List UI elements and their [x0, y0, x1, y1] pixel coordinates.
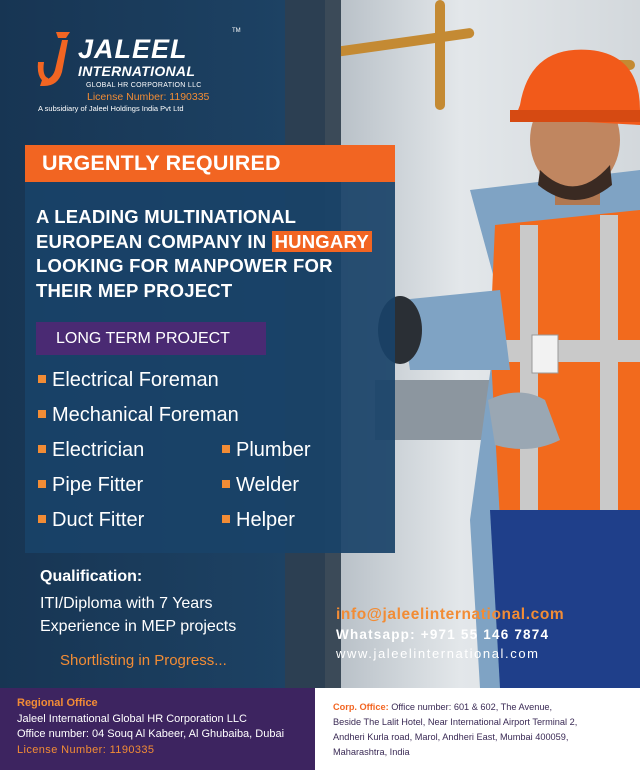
contact-website[interactable]: www.jaleelinternational.com — [336, 646, 540, 661]
jaleel-logo-mark-icon — [36, 28, 76, 90]
bullet-icon — [38, 480, 46, 488]
shortlist-status: Shortlisting in Progress... — [60, 652, 227, 669]
bullet-icon — [222, 515, 230, 523]
bullet-icon — [38, 375, 46, 383]
bullet-icon — [222, 480, 230, 488]
corp-office-address: Corp. Office: Office number: 601 & 602, The Avenue, Beside The Lalit Hotel, Near International Airport Terminal 2, Andheri Kurla road, Marol, Andheri East, Mumbai 400059, Maharashtra, India — [333, 702, 578, 757]
job-item: Welder — [222, 474, 299, 497]
urgent-banner-text: URGENTLY REQUIRED — [42, 151, 281, 175]
job-item: Mechanical Foreman — [38, 404, 239, 427]
qualification-text: ITI/Diploma with 7 Years Experience in MEP projects — [40, 595, 237, 635]
corp-office-label: Corp. Office: — [333, 702, 389, 712]
brand-name: JALEEL — [78, 34, 188, 64]
headline-line3: LOOKING FOR MANPOWER FOR — [36, 255, 333, 276]
project-type-badge — [36, 322, 266, 355]
qualification-title: Qualification: — [40, 568, 143, 585]
headline-line4: THEIR MEP PROJECT — [36, 279, 233, 301]
bullet-icon — [222, 445, 230, 453]
contact-email[interactable]: info@jaleelinternational.com — [336, 606, 565, 623]
job-item: Plumber — [222, 439, 310, 462]
contact-whatsapp[interactable]: Whatsapp: +971 55 146 7874 — [336, 627, 550, 642]
job-item: Electrical Foreman — [38, 369, 219, 392]
regional-office-line: Office number: 04 Souq Al Kabeer, Al Ghubaiba, Dubai — [17, 728, 285, 740]
job-item: Pipe Fitter — [38, 474, 143, 497]
headline-line2: EUROPEAN COMPANY IN HUNGARY — [36, 230, 396, 255]
job-item: Helper — [222, 509, 295, 532]
bullet-icon — [38, 515, 46, 523]
urgent-banner — [25, 145, 395, 182]
regional-office-title: Regional Office — [17, 697, 98, 709]
brand-tagline: GLOBAL HR CORPORATION LLC — [86, 82, 202, 89]
headline-line1: A LEADING MULTINATIONAL — [36, 206, 297, 227]
license-number: License Number: 1190335 — [87, 91, 210, 103]
project-type-label: LONG TERM PROJECT — [56, 330, 230, 347]
regional-license: License Number: 1190335 — [17, 744, 155, 756]
bullet-icon — [38, 410, 46, 418]
country-highlight: HUNGARY — [272, 231, 372, 252]
brand-name-line2: INTERNATIONAL — [78, 63, 196, 79]
bullet-icon — [38, 445, 46, 453]
headline — [36, 205, 396, 303]
regional-office-line: Jaleel International Global HR Corporation LLC — [17, 713, 247, 725]
subsidiary-note: A subsidiary of Jaleel Holdings India Pvt Ltd — [38, 104, 184, 113]
trademark: TM — [232, 28, 241, 34]
job-item: Duct Fitter — [38, 509, 144, 532]
job-item: Electrician — [38, 439, 144, 462]
